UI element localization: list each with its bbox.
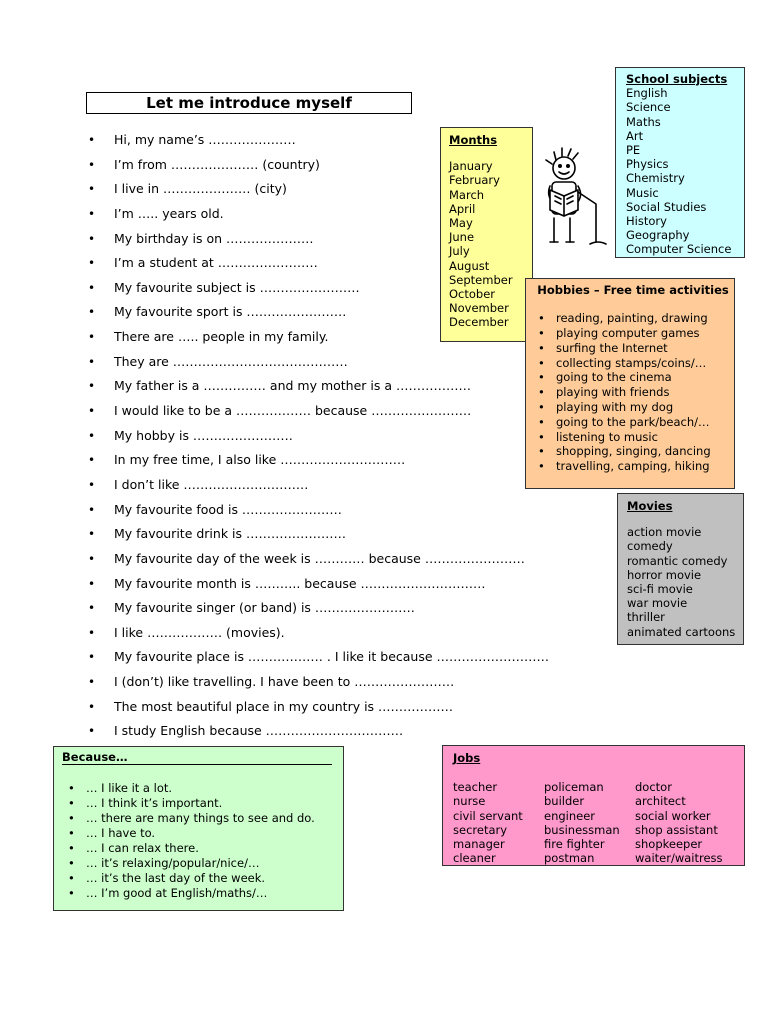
prompt-item: • My favourite singer (or band) is …………………… (88, 596, 648, 621)
prompt-item: • They are …………………………………… (88, 350, 648, 375)
list-item: • collecting stamps/coins/… (532, 356, 734, 371)
list-item: manager (453, 837, 505, 852)
list-item: doctor (635, 780, 672, 795)
page-title: Let me introduce myself (86, 92, 412, 114)
list-item: • … I’m good at English/maths/… (62, 886, 343, 901)
prompt-item: • My favourite place is ……………… . I like it because ……………………… (88, 645, 648, 670)
list-item: December (449, 315, 509, 330)
list-item: • shopping, singing, dancing (532, 444, 734, 459)
prompt-item: • My favourite sport is …………………… (88, 300, 648, 325)
list-item: • … I have to. (62, 826, 343, 841)
prompt-item: • The most beautiful place in my country is ……………… (88, 695, 648, 720)
list-item: policeman (544, 780, 604, 795)
prompt-item: • I’m a student at …………………… (88, 251, 648, 276)
prompt-item: • My favourite drink is …………………… (88, 522, 648, 547)
hobbies-list (532, 311, 734, 474)
prompt-item: • There are ….. people in my family. (88, 325, 648, 350)
school-subjects-list (626, 86, 744, 256)
prompt-item: • I’m ….. years old. (88, 202, 648, 227)
list-item: • … I think it’s important. (62, 796, 343, 811)
list-item: English (626, 86, 668, 101)
movies-list (627, 525, 743, 639)
list-item: Chemistry (626, 171, 685, 186)
prompt-item: • My hobby is …………………… (88, 424, 648, 449)
prompt-item: • I like ……………… (movies). (88, 621, 648, 646)
jobs-box (442, 745, 745, 866)
prompt-item: • I study English because …………………………… (88, 719, 648, 744)
movies-heading: Movies (627, 499, 673, 513)
prompt-item: • My favourite food is …………………… (88, 498, 648, 523)
list-item: • reading, painting, drawing (532, 311, 734, 326)
list-item: fire fighter (544, 837, 605, 852)
list-item: March (449, 187, 485, 202)
prompt-item: • I (don’t) like travelling. I have been to …………………… (88, 670, 648, 695)
list-item: Computer Science (626, 242, 732, 257)
prompt-item: • My favourite subject is …………………… (88, 276, 648, 301)
list-item: • playing with friends (532, 385, 734, 400)
prompt-item: • I don’t like ………………………… (88, 473, 648, 498)
list-item: horror movie (627, 567, 702, 582)
list-item: • … it’s relaxing/popular/nice/… (62, 856, 343, 871)
list-item: architect (635, 794, 686, 809)
list-item: romantic comedy (627, 553, 728, 568)
reading-child-icon (540, 146, 612, 254)
prompt-item: • I’m from ………………… (country) (88, 153, 648, 178)
list-item: Music (626, 185, 659, 200)
months-list (449, 159, 532, 329)
list-item: waiter/waitress (635, 851, 723, 866)
list-item: Maths (626, 114, 661, 129)
list-item: Social Studies (626, 199, 707, 214)
prompt-item: • In my free time, I also like ………………………… (88, 448, 648, 473)
list-item: • listening to music (532, 430, 734, 445)
prompt-item: • I would like to be a ……………… because …………………… (88, 399, 648, 424)
prompt-item: • Hi, my name’s ………………… (88, 128, 648, 153)
months-box (440, 127, 533, 342)
prompt-item: • My favourite day of the week is ………… because …………………… (88, 547, 648, 572)
list-item: war movie (627, 596, 688, 611)
list-item: • … there are many things to see and do. (62, 811, 343, 826)
list-item: • … I like it a lot. (62, 781, 343, 796)
list-item: action movie (627, 525, 702, 540)
list-item: May (449, 216, 473, 231)
list-item: nurse (453, 794, 486, 809)
list-item: August (449, 258, 490, 273)
months-heading: Months (449, 133, 498, 147)
list-item: animated cartoons (627, 624, 736, 639)
jobs-heading: Jobs (453, 751, 481, 765)
prompt-item: • My birthday is on ………………… (88, 227, 648, 252)
list-item: businessman (544, 822, 620, 837)
list-item: February (449, 173, 500, 188)
list-item: June (449, 230, 475, 245)
list-item: teacher (453, 780, 498, 795)
list-item: • … I can relax there. (62, 841, 343, 856)
list-item: engineer (544, 808, 596, 823)
list-item: social worker (635, 808, 711, 823)
list-item: • playing computer games (532, 326, 734, 341)
list-item: cleaner (453, 851, 496, 866)
list-item: • … it’s the last day of the week. (62, 871, 343, 886)
school-subjects-box (615, 67, 745, 258)
list-item: Geography (626, 228, 690, 243)
list-item: Art (626, 128, 644, 143)
list-item: shop assistant (635, 822, 718, 837)
because-box (53, 746, 344, 911)
hobbies-heading: Hobbies – Free time activities (537, 283, 729, 297)
list-item: • going to the park/beach/… (532, 415, 734, 430)
hobbies-box (525, 278, 735, 489)
prompt-item: • My father is a …………… and my mother is a ……………… (88, 374, 648, 399)
list-item: April (449, 201, 476, 216)
school-subjects-heading: School subjects (626, 72, 728, 86)
list-item: sci-fi movie (627, 582, 693, 597)
because-heading: Because… (62, 750, 332, 765)
list-item: shopkeeper (635, 837, 703, 852)
list-item: • playing with my dog (532, 400, 734, 415)
list-item: secretary (453, 822, 508, 837)
prompt-item: • My favourite month is ……….. because ………………………… (88, 572, 648, 597)
list-item: October (449, 287, 496, 302)
list-item: PE (626, 143, 641, 158)
jobs-grid (453, 780, 744, 865)
list-item: November (449, 301, 509, 316)
list-item: September (449, 272, 513, 287)
list-item: • going to the cinema (532, 370, 734, 385)
movies-box (617, 493, 744, 645)
list-item: civil servant (453, 808, 523, 823)
list-item: • surfing the Internet (532, 341, 734, 356)
list-item: July (449, 244, 470, 259)
because-list (62, 781, 343, 901)
prompt-item: • I live in ………………… (city) (88, 177, 648, 202)
list-item: postman (544, 851, 595, 866)
list-item: comedy (627, 539, 673, 554)
list-item: • travelling, camping, hiking (532, 459, 734, 474)
list-item: January (449, 159, 493, 174)
list-item: thriller (627, 610, 665, 625)
list-item: Science (626, 100, 671, 115)
list-item: builder (544, 794, 585, 809)
list-item: History (626, 214, 667, 229)
list-item: Physics (626, 157, 669, 172)
